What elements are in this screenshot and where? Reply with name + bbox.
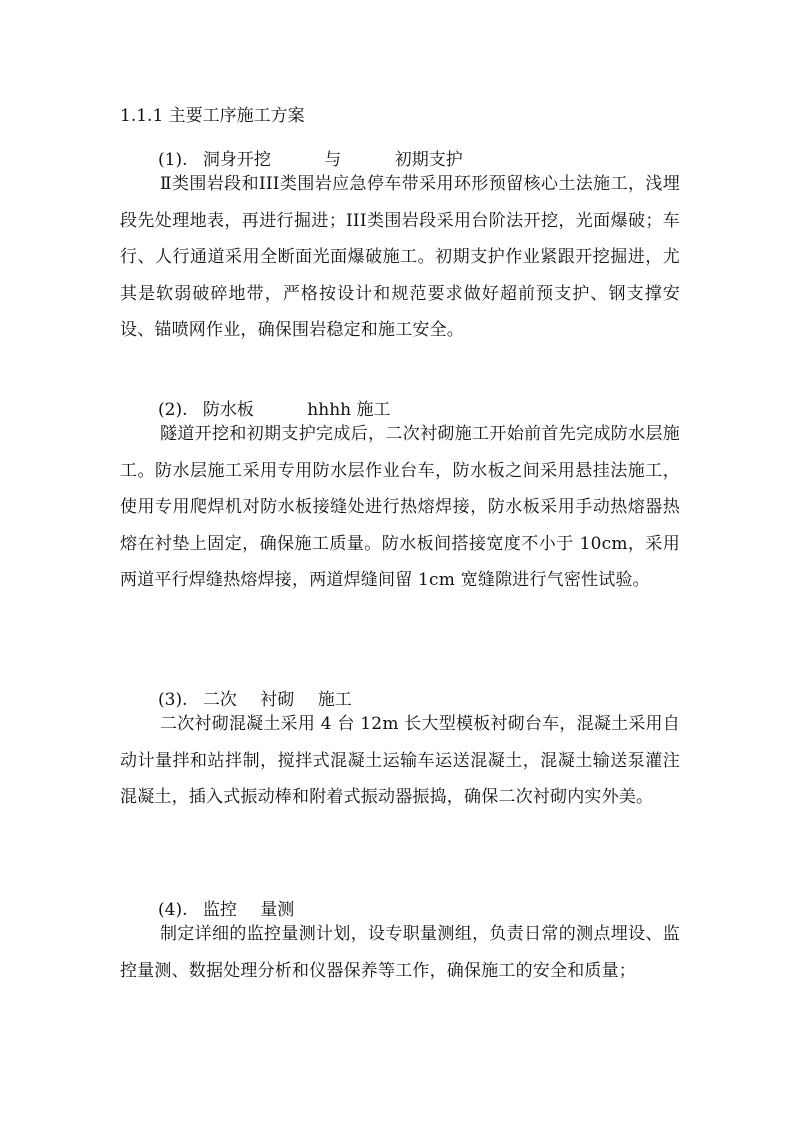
subsection-number: (4).	[158, 900, 188, 920]
subsection-title-part: 二次	[202, 690, 237, 710]
subsection-title-part: hhhh 施工	[307, 400, 391, 420]
subsection-title-part: 防水板	[202, 400, 254, 420]
subsection-number: (1).	[158, 150, 188, 170]
subsection-title-part: 洞身开挖	[202, 150, 271, 170]
paragraph: 隧道开挖和初期支护完成后，二次衬砌施工开始前首先完成防水层施工。防水层施工采用专用防水层作业台车，防水板之间采用悬挂法施工，使用专用爬焊机对防水板接缝处进行热熔焊接，防水板采用手动热熔器热熔在衬垫上固定，确保施工质量。防水板间搭接宽度不小于 10cm，采用两道平行焊缝热熔焊接，两道焊缝间留 1cm 宽缝隙进行气密性试验。	[120, 424, 680, 590]
subsection-title-part: 监控	[202, 900, 237, 920]
section-heading: 1.1.1 主要工序施工方案	[120, 106, 305, 126]
subsection-number: (3).	[158, 690, 188, 710]
subsection-title-part: 施工	[317, 690, 352, 710]
paragraph: Ⅱ类围岩段和III类围岩应急停车带采用环形预留核心土法施工，浅埋段先处理地表，再进行掘进；III类围岩段采用台阶法开挖，光面爆破；车行、人行通道采用全断面光面爆破施工。初期支护作业紧跟开挖掘进，尤其是软弱破碎地带，严格按设计和规范要求做好超前预支护、钢支撑安设、锚喷网作业，确保围岩稳定和施工安全。	[120, 174, 680, 340]
paragraph: 二次衬砌混凝土采用 4 台 12m 长大型模板衬砌台车，混凝土采用自动计量拌和站拌制，搅拌式混凝土运输车运送混凝土，混凝土输送泵灌注混凝土，插入式振动棒和附着式振动器振捣，确保二次衬砌内实外美。	[120, 714, 680, 807]
subsection-title-part: 量测	[260, 900, 295, 920]
subsection-number: (2).	[158, 400, 188, 420]
subsection-title-part: 初期支护	[394, 150, 463, 170]
paragraph: 制定详细的监控量测计划，设专职量测组，负责日常的测点埋设、监控量测、数据处理分析和仪器保养等工作，确保施工的安全和质量；	[120, 924, 680, 981]
subsection-title-part: 衬砌	[260, 690, 295, 710]
subsection-title-part: 与	[324, 150, 342, 170]
